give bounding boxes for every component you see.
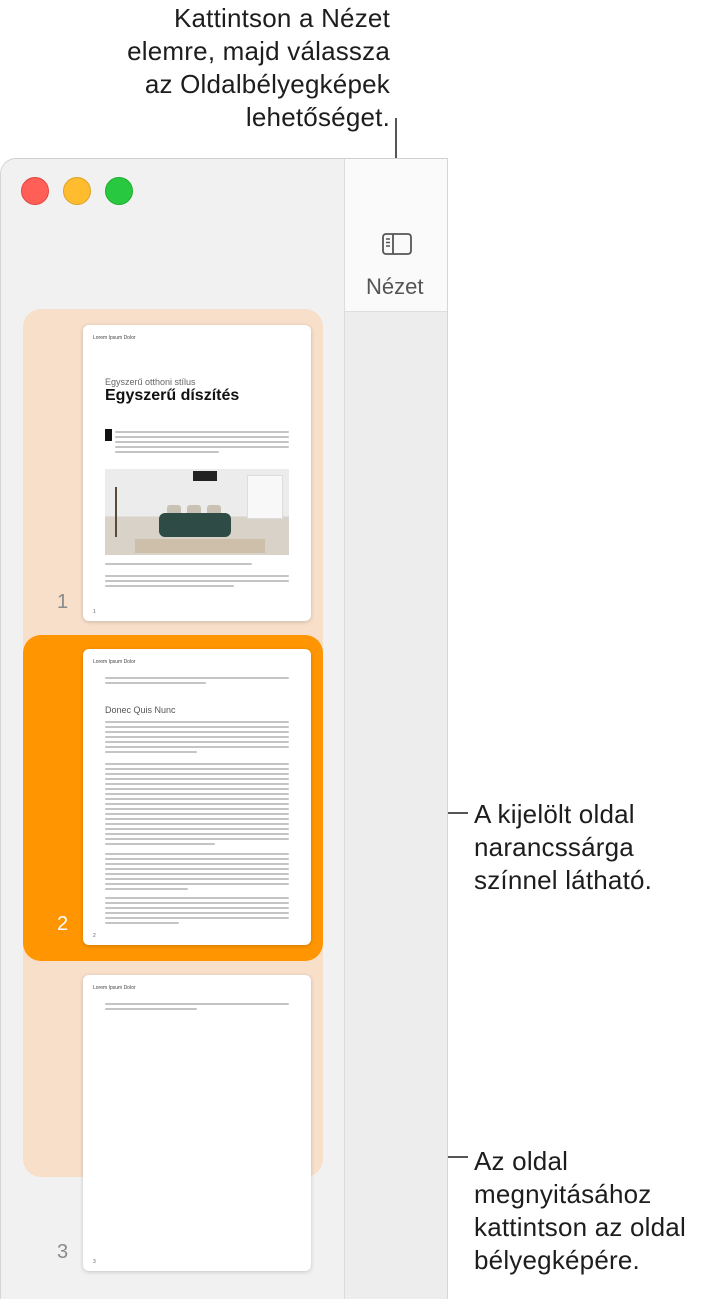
page-thumbnail-3[interactable] (83, 975, 311, 1271)
sidebar-icon (382, 233, 412, 255)
caption-text (105, 563, 289, 568)
maximize-button[interactable] (105, 177, 133, 205)
callout-view-menu: Kattintson a Nézet elemre, majd válassza az Oldalbélyegképek lehetőséget. (127, 3, 390, 132)
photo-tv (193, 471, 217, 481)
page-number-label: 2 (57, 913, 69, 935)
photo-sofa (159, 513, 231, 537)
body-text-block (105, 763, 289, 848)
page-number-label: 1 (57, 591, 69, 613)
close-button[interactable] (21, 177, 49, 205)
page-footer-number: 3 (93, 1259, 96, 1265)
page-thumbnails-panel (23, 309, 323, 1265)
sidebar (1, 159, 345, 1299)
page-number-label: 3 (57, 1241, 69, 1263)
view-button-label[interactable]: Nézet (366, 274, 424, 299)
page-footer-number: 2 (93, 933, 96, 939)
page-title: Egyszerű díszítés (105, 387, 240, 404)
page-slot-2-selected (23, 635, 323, 961)
page-subtitle: Egyszerű otthoni stílus (105, 377, 196, 387)
page-heading: Donec Quis Nunc (105, 705, 176, 715)
page-thumbnail-1[interactable] (83, 325, 311, 621)
page-footer-number: 1 (93, 609, 96, 615)
body-text-block (105, 721, 289, 756)
body-text-block (115, 431, 289, 456)
minimize-button[interactable] (63, 177, 91, 205)
callout-selected-page: A kijelölt oldal narancssárga színnel látható. (474, 799, 653, 895)
page-header: Lorem Ipsum Dolor (93, 985, 136, 991)
page-thumbnail-2[interactable] (83, 649, 311, 945)
body-text-block (105, 853, 289, 893)
body-text-block (105, 897, 289, 927)
photo-window (247, 475, 283, 519)
body-text-block (105, 1003, 289, 1013)
page-header: Lorem Ipsum Dolor (93, 335, 136, 341)
page-header: Lorem Ipsum Dolor (93, 659, 136, 665)
page-slot-3 (23, 969, 323, 1265)
callout-open-page: Az oldal megnyitásához kattintson az oldal bélyegképére. (474, 1146, 686, 1275)
app-window (0, 158, 448, 1299)
photo-lamp (115, 487, 117, 537)
body-text-block (105, 677, 289, 687)
body-text-block (105, 575, 289, 590)
photo-rug (135, 539, 265, 553)
page-slot-1 (23, 309, 323, 629)
drop-cap (105, 429, 112, 441)
living-room-photo (105, 469, 289, 555)
